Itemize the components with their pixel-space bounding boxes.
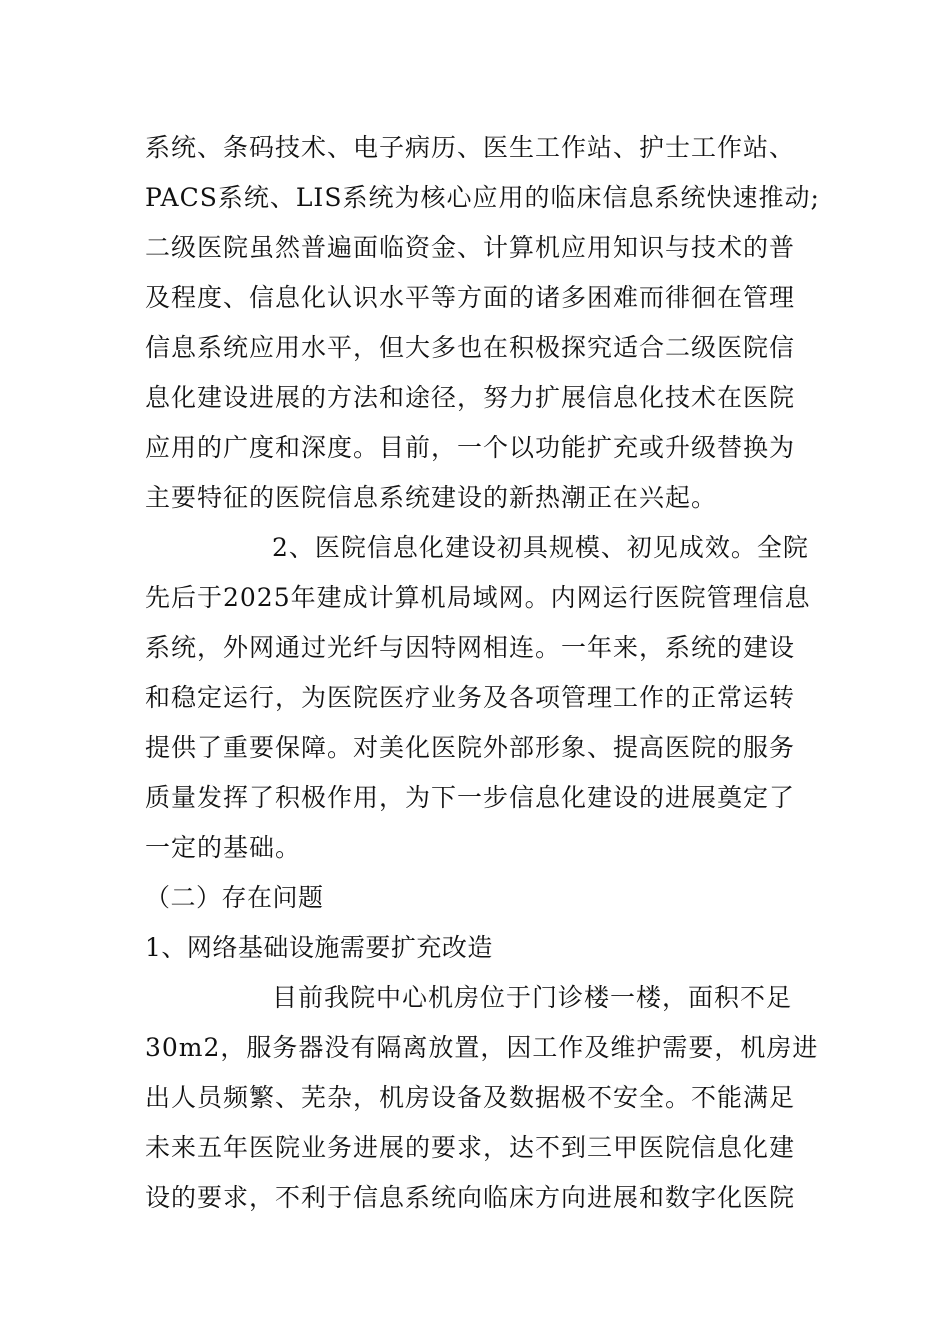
text-line: 未来五年医院业务进展的要求，达不到三甲医院信息化建 [145,1133,796,1162]
text-line: 主要特征的医院信息系统建设的新热潮正在兴起。 [145,483,718,512]
paragraph-start-line: 2、医院信息化建设初具规模、初见成效。全院 [272,533,809,562]
text-line: 提供了重要保障。对美化医院外部形象、提高医院的服务 [145,733,796,762]
text-line: 和稳定运行，为医院医疗业务及各项管理工作的正常运转 [145,683,796,712]
section-heading: （二）存在问题 [145,883,324,912]
text-line: 信息系统应用水平，但大多也在积极探究适合二级医院信 [145,333,796,362]
text-line: 设的要求，不利于信息系统向临床方向进展和数字化医院 [145,1183,796,1212]
text-line: 质量发挥了积极作用，为下一步信息化建设的进展奠定了 [145,783,796,812]
text-line: 二级医院虽然普遍面临资金、计算机应用知识与技术的普 [145,233,796,262]
text-line: 息化建设进展的方法和途径，努力扩展信息化技术在医院 [145,383,796,412]
text-line: 先后于2025年建成计算机局域网。内网运行医院管理信息 [145,583,811,612]
text-line: 一定的基础。 [145,833,302,862]
text-line: 系统，外网通过光纤与因特网相连。一年来，系统的建设 [145,633,796,662]
subsection-heading: 1、网络基础设施需要扩充改造 [145,933,493,962]
text-line: 应用的广度和深度。目前，一个以功能扩充或升级替换为 [145,433,796,462]
text-line: 出人员频繁、芜杂，机房设备及数据极不安全。不能满足 [145,1083,796,1112]
text-line: PACS系统、LIS系统为核心应用的临床信息系统快速推动; [145,183,820,212]
text-line: 30m2，服务器没有隔离放置，因工作及维护需要，机房进 [145,1033,819,1062]
text-line: 系统、条码技术、电子病历、医生工作站、护士工作站、 [145,133,796,162]
paragraph-start-line: 目前我院中心机房位于门诊楼一楼，面积不足 [272,983,793,1012]
text-line: 及程度、信息化认识水平等方面的诸多困难而徘徊在管理 [145,283,796,312]
